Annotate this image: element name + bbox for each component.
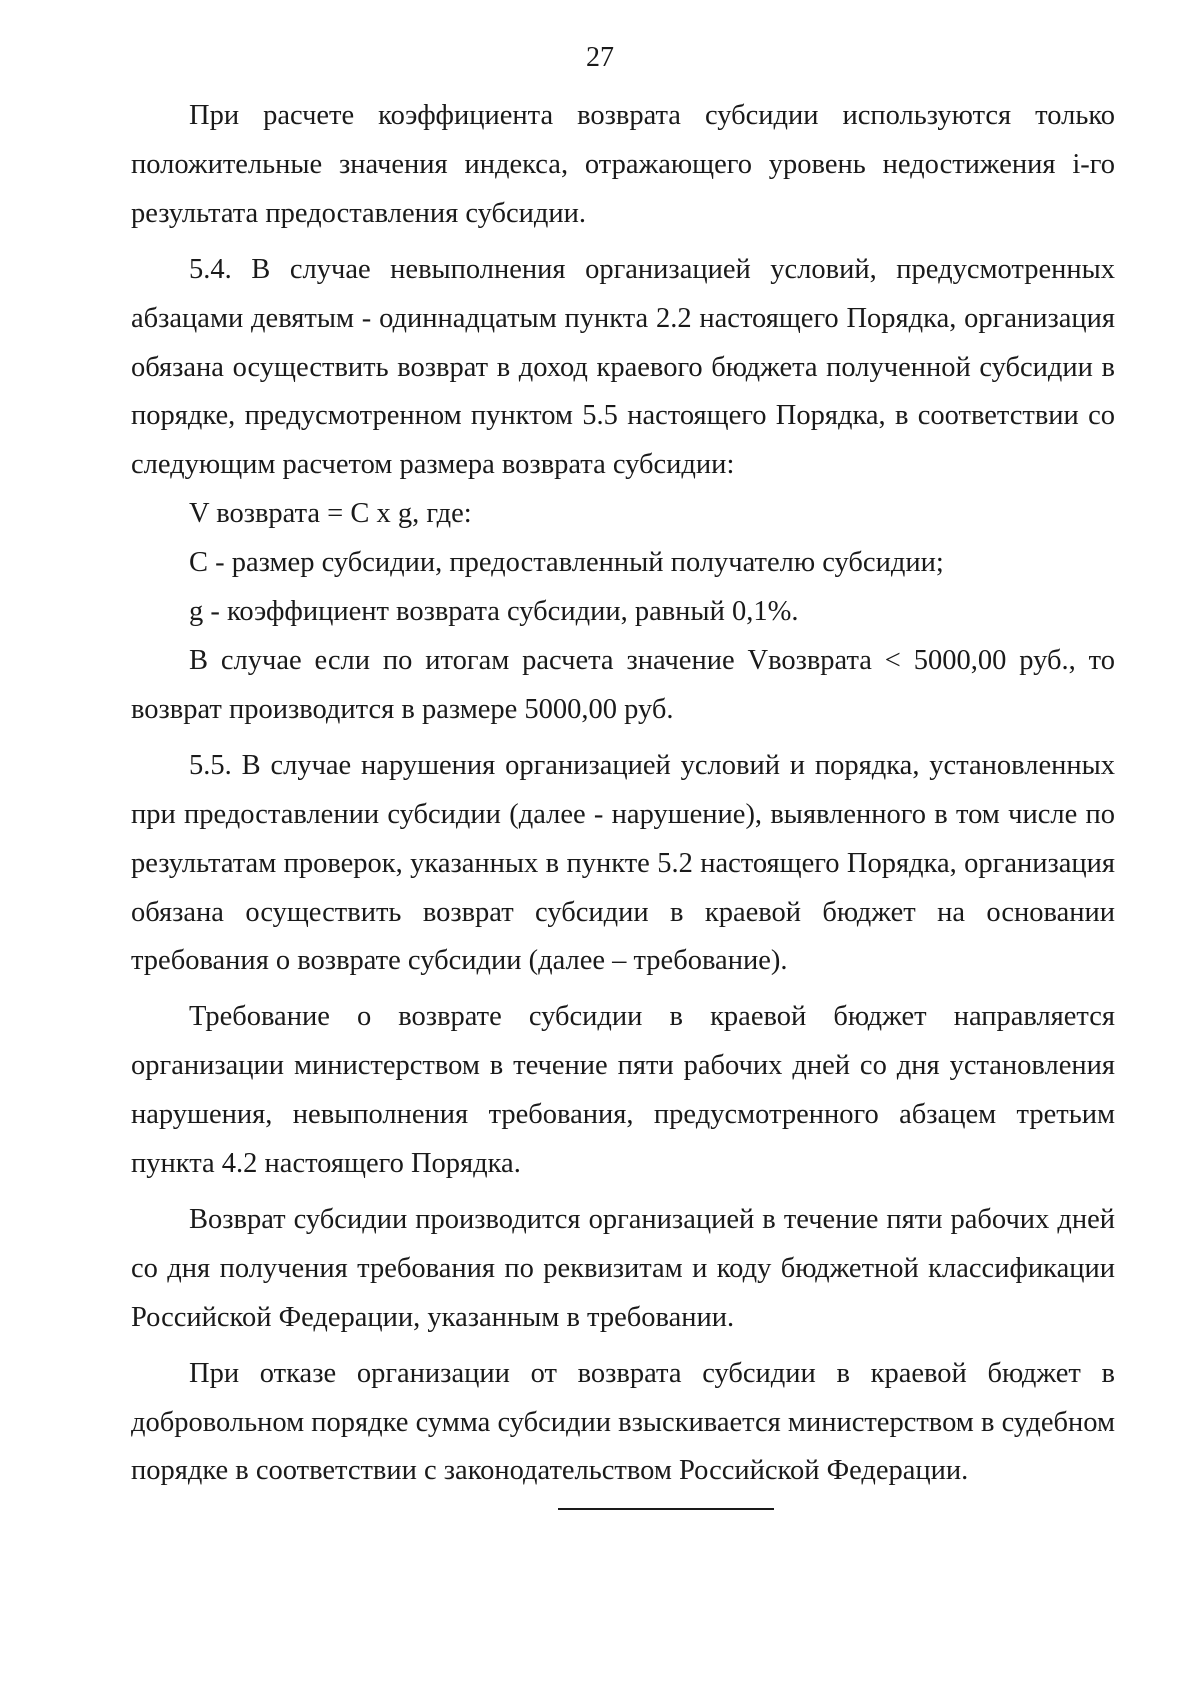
paragraph-refusal: При отказе организации от возврата субсидии в краевой бюджет в добровольном порядке сумма субсидии взыскивается министерством в судебном порядке в соответствии с законодательством Российской Федерации.	[131, 1357, 1115, 1487]
paragraph-requirement: Требование о возврате субсидии в краевой бюджет направляется организации министерством в течение пяти рабочих дней со дня установления нарушения, невыполнения требования, предусмотренного абзацем третьим пункта 4.2 настоящего Порядка.	[131, 1001, 1115, 1180]
paragraph-5-5: 5.5. В случае нарушения организацией условий и порядка, установленных при предоставлении субсидии (далее - нарушение), выявленного в том числе по результатам проверок, указанных в пункте 5.2 настоящего Порядка, организация обязана осуществить возврат субсидии в краевой бюджет на основании требования о возврате субсидии (далее – требование).	[131, 749, 1115, 977]
document-body	[131, 92, 1115, 1496]
page-number: 27	[586, 42, 614, 73]
definition-c: C - размер субсидии, предоставленный получателю субсидии;	[189, 547, 944, 579]
formula-line: V возврата = C x g, где:	[189, 498, 472, 530]
paragraph-coefficient-note: При расчете коэффициента возврата субсидии используются только положительные значения индекса, отражающего уровень недостижения i-го результата предоставления субсидии.	[131, 100, 1115, 229]
end-divider-line	[558, 1508, 774, 1510]
paragraph-minimum-return: В случае если по итогам расчета значение Vвозврата < 5000,00 руб., то возврат производится в размере 5000,00 руб.	[131, 644, 1115, 725]
definition-g: g - коэффициент возврата субсидии, равный 0,1%.	[189, 596, 799, 628]
paragraph-return-terms: Возврат субсидии производится организацией в течение пяти рабочих дней со дня получения требования по реквизитам и коду бюджетной классификации Российской Федерации, указанным в требовании.	[131, 1203, 1115, 1333]
paragraph-5-4: 5.4. В случае невыполнения организацией условий, предусмотренных абзацами девятым - одиннадцатым пункта 2.2 настоящего Порядка, организация обязана осуществить возврат в доход краевого бюджета полученной субсидии в порядке, предусмотренном пунктом 5.5 настоящего Порядка, в соответствии со следующим расчетом размера возврата субсидии:	[131, 253, 1115, 481]
